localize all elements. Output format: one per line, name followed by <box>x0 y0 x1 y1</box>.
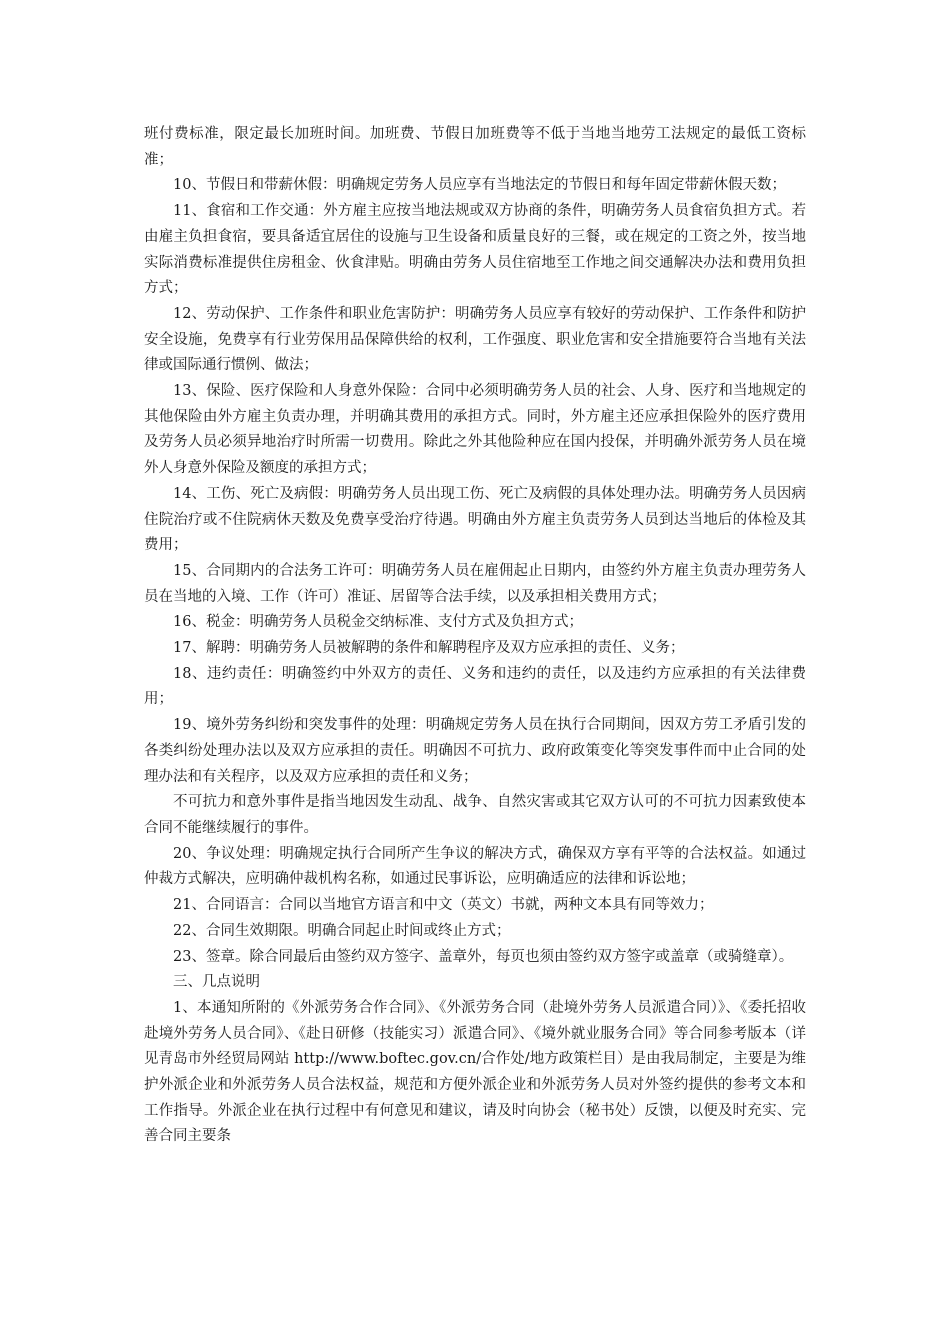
paragraph: 15、合同期内的合法务工许可：明确劳务人员在雇佣起止日期内，由签约外方雇主负责办理劳务人员在当地的入境、工作（许可）准证、居留等合法手续，以及承担相关费用方式； <box>144 562 806 605</box>
paragraph: 16、税金：明确劳务人员税金交纳标准、支付方式及负担方式； <box>173 614 583 631</box>
paragraph: 10、节假日和带薪休假：明确规定劳务人员应享有当地法定的节假日和每年固定带薪休假天数； <box>173 177 786 194</box>
document-body <box>144 122 806 1150</box>
paragraph: 21、合同语言：合同以当地官方语言和中文（英文）书就，两种文本具有同等效力； <box>173 897 714 914</box>
paragraph: 19、境外劳务纠纷和突发事件的处理：明确规定劳务人员在执行合同期间，因双方劳工矛盾引发的各类纠纷处理办法以及双方应承担的责任。明确因不可抗力、政府政策变化等突发事件而中止合同的处理办法和有关程序，以及双方应承担的责任和义务； <box>144 717 806 785</box>
paragraph: 班付费标准，限定最长加班时间。加班费、节假日加班费等不低于当地当地劳工法规定的最低工资标准； <box>144 126 806 168</box>
paragraph: 11、食宿和工作交通：外方雇主应按当地法规或双方协商的条件，明确劳务人员食宿负担方式。若由雇主负担食宿，要具备适宜居住的设施与卫生设备和质量良好的三餐，或在规定的工资之外，按当地实际消费标准提供住房租金、伙食津贴。明确由劳务人员住宿地至工作地之间交通解决办法和费用负担方式； <box>144 203 806 297</box>
paragraph: 13、保险、医疗保险和人身意外保险：合同中必须明确劳务人员的社会、人身、医疗和当地规定的其他保险由外方雇主负责办理，并明确其费用的承担方式。同时，外方雇主还应承担保险外的医疗费用及劳务人员必须异地治疗时所需一切费用。除此之外其他险种应在国内投保，并明确外派劳务人员在境外人身意外保险及额度的承担方式； <box>144 383 806 477</box>
paragraph: 1、本通知所附的《外派劳务合作合同》、《外派劳务合同（赴境外劳务人员派遣合同）》、《委托招收赴境外劳务人员合同》、《赴日研修（技能实习）派遣合同》、《境外就业服务合同》等合同参考版本（详见青岛市外经贸局网站 http://www.boftec.gov.cn/合作处/地方政策栏目）是由我局制定，主要是为维护外派企业和外派劳务人员合法权益，规范和方便外派企业和外派劳务人员对外签约提供的参考文本和工作指导。外派企业在执行过程中有何意见和建议，请及时向协会（秘书处）反馈，以便及时充实、完善合同主要条 <box>144 999 806 1145</box>
paragraph: 12、劳动保护、工作条件和职业危害防护：明确劳务人员应享有较好的劳动保护、工作条件和防护安全设施，免费享有行业劳保用品保障供给的权利，工作强度、职业危害和安全措施要符合当地有关法律或国际通行惯例、做法； <box>144 305 806 374</box>
paragraph: 23、签章。除合同最后由签约双方签字、盖章外，每页也须由签约双方签字或盖章（或骑缝章）。 <box>173 948 794 965</box>
paragraph: 18、违约责任：明确签约中外双方的责任、义务和违约的责任，以及违约方应承担的有关法律费用； <box>144 665 806 708</box>
paragraph: 不可抗力和意外事件是指当地因发生动乱、战争、自然灾害或其它双方认可的不可抗力因素致使本合同不能继续履行的事件。 <box>144 794 806 836</box>
paragraph: 14、工伤、死亡及病假：明确劳务人员出现工伤、死亡及病假的具体处理办法。明确劳务人员因病住院治疗或不住院病休天数及免费享受治疗待遇。明确由外方雇主负责劳务人员到达当地后的体检及其费用； <box>144 485 806 554</box>
paragraph: 17、解聘：明确劳务人员被解聘的条件和解聘程序及双方应承担的责任、义务； <box>173 640 685 657</box>
paragraph: 20、争议处理：明确规定执行合同所产生争议的解决方式，确保双方享有平等的合法权益。如通过仲裁方式解决，应明确仲裁机构名称，如通过民事诉讼，应明确适应的法律和诉讼地； <box>144 845 806 888</box>
paragraph: 22、合同生效期限。明确合同起止时间或终止方式； <box>173 922 511 939</box>
paragraph: 三、几点说明 <box>173 974 260 991</box>
